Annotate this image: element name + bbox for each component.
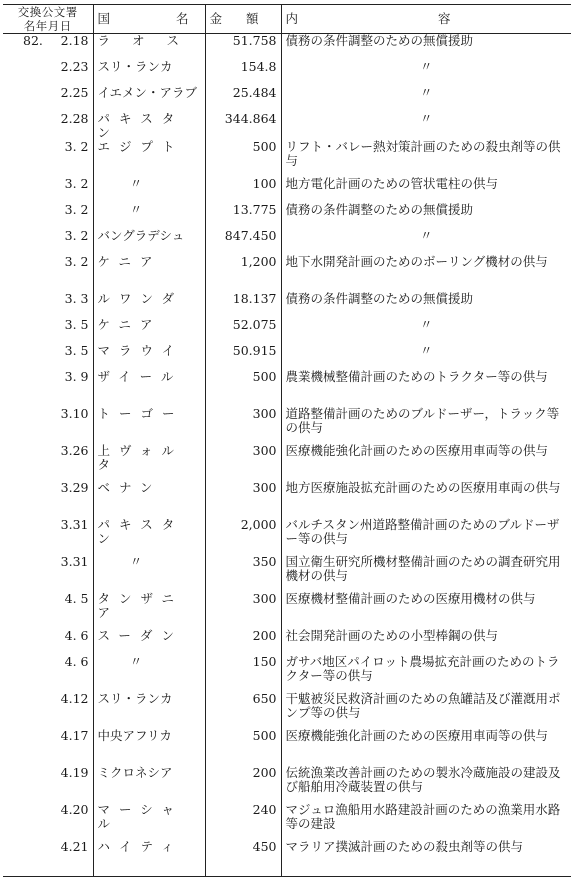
cell-date	[3, 112, 93, 140]
header-country	[93, 5, 205, 34]
cell-content: 医療機能強化計画のための医療用車両等の供与	[281, 444, 571, 481]
cell-content: 債務の条件調整のための無償援助	[281, 34, 571, 60]
cell-country: スリ・ランカ	[93, 692, 205, 729]
cell-amount: 650	[205, 692, 281, 729]
cell-date	[3, 629, 93, 655]
year-label: 82.	[23, 33, 43, 48]
cell-country: バングラデシュ	[93, 229, 205, 255]
cell-date	[3, 555, 93, 592]
date-value: 3. 2	[64, 227, 89, 243]
header-country-char1: 国	[97, 11, 111, 26]
cell-amount: 300	[205, 592, 281, 629]
cell-amount: 2,000	[205, 518, 281, 555]
cell-content: マジュロ漁船用水路建設計画のための漁業用水路等の建設	[281, 803, 571, 840]
table-row	[3, 555, 571, 592]
date-value: 4.20	[60, 801, 89, 817]
date-value: 3. 5	[64, 316, 89, 332]
cell-country: ラ オ ス	[93, 34, 205, 60]
table-row	[3, 655, 571, 692]
date-value: 4.17	[60, 727, 89, 743]
table-row	[3, 60, 571, 86]
cell-content: 〃	[281, 112, 571, 140]
cell-country: ミクロネシア	[93, 766, 205, 803]
table-row	[3, 203, 571, 229]
table-row	[3, 177, 571, 203]
table-row	[3, 729, 571, 766]
table-body	[3, 34, 571, 877]
date-value: 2.23	[60, 58, 89, 74]
cell-amount: 1,200	[205, 255, 281, 292]
table-row	[3, 229, 571, 255]
cell-amount: 200	[205, 766, 281, 803]
cell-content: 社会開発計画のための小型棒鋼の供与	[281, 629, 571, 655]
cell-date	[3, 407, 93, 444]
date-value: 3. 9	[64, 368, 89, 384]
cell-date	[3, 344, 93, 370]
table-row	[3, 140, 571, 177]
cell-amount: 300	[205, 481, 281, 518]
cell-content: 道路整備計画のためのブルドーザー，トラック等の供与	[281, 407, 571, 444]
table-row	[3, 255, 571, 292]
cell-country: エジプト	[93, 140, 205, 177]
table-row	[3, 803, 571, 840]
cell-content: バルチスタン州道路整備計画のためのブルドーザー等の供与	[281, 518, 571, 555]
cell-content: 地下水開発計画のためのボーリング機材の供与	[281, 255, 571, 292]
cell-content: 国立衛生研究所機材整備計画のための調査研究用機材の供与	[281, 555, 571, 592]
date-value: 3. 2	[64, 138, 89, 154]
cell-content: 〃	[281, 86, 571, 112]
date-value: 4.12	[60, 690, 89, 706]
cell-date	[3, 444, 93, 481]
date-value: 3. 2	[64, 201, 89, 217]
cell-country: ケニア	[93, 255, 205, 292]
cell-amount: 847.450	[205, 229, 281, 255]
date-value: 4.21	[60, 838, 89, 854]
cell-date	[3, 803, 93, 840]
cell-country: スーダン	[93, 629, 205, 655]
date-value: 3.10	[60, 405, 89, 421]
table-row	[3, 629, 571, 655]
cell-amount: 100	[205, 177, 281, 203]
cell-date	[3, 840, 93, 877]
cell-date	[3, 60, 93, 86]
cell-content: 〃	[281, 60, 571, 86]
cell-amount: 450	[205, 840, 281, 877]
date-value: 3. 2	[64, 175, 89, 191]
date-value: 4. 5	[64, 590, 89, 606]
table-row	[3, 370, 571, 407]
table-row	[3, 34, 571, 60]
cell-country: 〃	[93, 655, 205, 692]
date-value: 4. 6	[64, 653, 89, 669]
cell-amount: 500	[205, 729, 281, 766]
header-content-char2: 容	[438, 11, 451, 26]
cell-date	[3, 255, 93, 292]
header-content-char1: 内	[285, 11, 299, 26]
cell-content: 伝統漁業改善計画のための製氷冷蔵施設の建設及び船舶用冷蔵装置の供与	[281, 766, 571, 803]
table-row	[3, 481, 571, 518]
date-value: 4.19	[60, 764, 89, 780]
cell-amount: 51.758	[205, 34, 281, 60]
cell-date	[3, 34, 93, 60]
date-value: 3. 5	[64, 342, 89, 358]
cell-country: マラウイ	[93, 344, 205, 370]
cell-amount: 13.775	[205, 203, 281, 229]
cell-date	[3, 518, 93, 555]
cell-amount: 500	[205, 370, 281, 407]
cell-date	[3, 592, 93, 629]
cell-amount: 300	[205, 407, 281, 444]
date-value: 2.18	[60, 33, 89, 48]
cell-content: リフト・バレー熱対策計画のための殺虫剤等の供与	[281, 140, 571, 177]
cell-country: 中央アフリカ	[93, 729, 205, 766]
cell-content: 地方電化計画のための管状電柱の供与	[281, 177, 571, 203]
cell-country: パキスタン	[93, 518, 205, 555]
cell-amount: 154.8	[205, 60, 281, 86]
cell-content: 干魃被災民救済計画のための魚罐詰及び灌漑用ポンプ等の供与	[281, 692, 571, 729]
cell-country: 〃	[93, 177, 205, 203]
table-row	[3, 592, 571, 629]
cell-country: ルワンダ	[93, 292, 205, 318]
date-value: 3. 3	[64, 290, 89, 306]
header-amount	[205, 5, 281, 34]
cell-date	[3, 370, 93, 407]
table-row	[3, 344, 571, 370]
cell-content: 〃	[281, 318, 571, 344]
cell-date	[3, 203, 93, 229]
cell-date	[3, 729, 93, 766]
cell-date	[3, 766, 93, 803]
table-row	[3, 840, 571, 877]
table-row	[3, 86, 571, 112]
cell-country: 〃	[93, 555, 205, 592]
cell-amount: 18.137	[205, 292, 281, 318]
cell-content: マラリア撲滅計画のための殺虫剤等の供与	[281, 840, 571, 877]
cell-country: スリ・ランカ	[93, 60, 205, 86]
header-amount-char2: 額	[245, 11, 259, 26]
table-row	[3, 518, 571, 555]
cell-date	[3, 292, 93, 318]
table-row	[3, 692, 571, 729]
cell-amount: 344.864	[205, 112, 281, 140]
cell-country: 上ヴォルタ	[93, 444, 205, 481]
cell-content: 医療機能強化計画のための医療用車両等の供与	[281, 729, 571, 766]
cell-content: 医療機材整備計画のための医療用機材の供与	[281, 592, 571, 629]
table-row	[3, 407, 571, 444]
table-row	[3, 318, 571, 344]
cell-country: マーシャル	[93, 803, 205, 840]
cell-country: ハイティ	[93, 840, 205, 877]
header-date-line1: 交換公文署	[17, 5, 78, 19]
cell-country: 〃	[93, 203, 205, 229]
cell-content: ガサバ地区パイロット農場拡充計画のためのトラクター等の供与	[281, 655, 571, 692]
cell-content: 農業機械整備計画のためのトラクター等の供与	[281, 370, 571, 407]
date-value: 3.31	[60, 553, 89, 569]
date-value: 3.29	[60, 479, 89, 495]
table-header	[3, 5, 571, 34]
cell-country: ケニア	[93, 318, 205, 344]
cell-date	[3, 177, 93, 203]
cell-amount: 52.075	[205, 318, 281, 344]
date-value: 3.31	[60, 516, 89, 532]
cell-amount: 25.484	[205, 86, 281, 112]
table-row	[3, 292, 571, 318]
cell-country: イエメン・アラブ	[93, 86, 205, 112]
cell-amount: 500	[205, 140, 281, 177]
cell-date	[3, 318, 93, 344]
cell-country: ザイール	[93, 370, 205, 407]
header-country-char2: 名	[175, 11, 189, 26]
header-content	[281, 5, 571, 34]
table-row	[3, 766, 571, 803]
cell-date	[3, 140, 93, 177]
table-row	[3, 444, 571, 481]
cell-date	[3, 481, 93, 518]
cell-content: 〃	[281, 344, 571, 370]
cell-content: 債務の条件調整のための無償援助	[281, 203, 571, 229]
cell-content: 〃	[281, 229, 571, 255]
date-value: 3.26	[60, 442, 89, 458]
cell-date	[3, 655, 93, 692]
cell-amount: 350	[205, 555, 281, 592]
cell-content: 地方医療施設拡充計画のための医療用車両の供与	[281, 481, 571, 518]
date-value: 2.25	[60, 84, 89, 100]
date-value: 4. 6	[64, 627, 89, 643]
cell-country: ベナン	[93, 481, 205, 518]
cell-country: パキスタン	[93, 112, 205, 140]
grant-aid-table	[3, 4, 571, 877]
cell-amount: 150	[205, 655, 281, 692]
date-value: 2.28	[60, 110, 89, 126]
cell-amount: 50.915	[205, 344, 281, 370]
cell-date	[3, 692, 93, 729]
date-value: 3. 2	[64, 253, 89, 269]
header-date-line2: 名年月日	[23, 19, 72, 33]
header-date	[3, 5, 93, 34]
cell-amount: 240	[205, 803, 281, 840]
cell-date	[3, 229, 93, 255]
cell-date	[3, 86, 93, 112]
header-amount-char1: 金	[209, 11, 223, 26]
cell-amount: 300	[205, 444, 281, 481]
cell-content: 債務の条件調整のための無償援助	[281, 292, 571, 318]
cell-country: タンザニア	[93, 592, 205, 629]
cell-amount: 200	[205, 629, 281, 655]
table-row	[3, 112, 571, 140]
cell-country: トーゴー	[93, 407, 205, 444]
